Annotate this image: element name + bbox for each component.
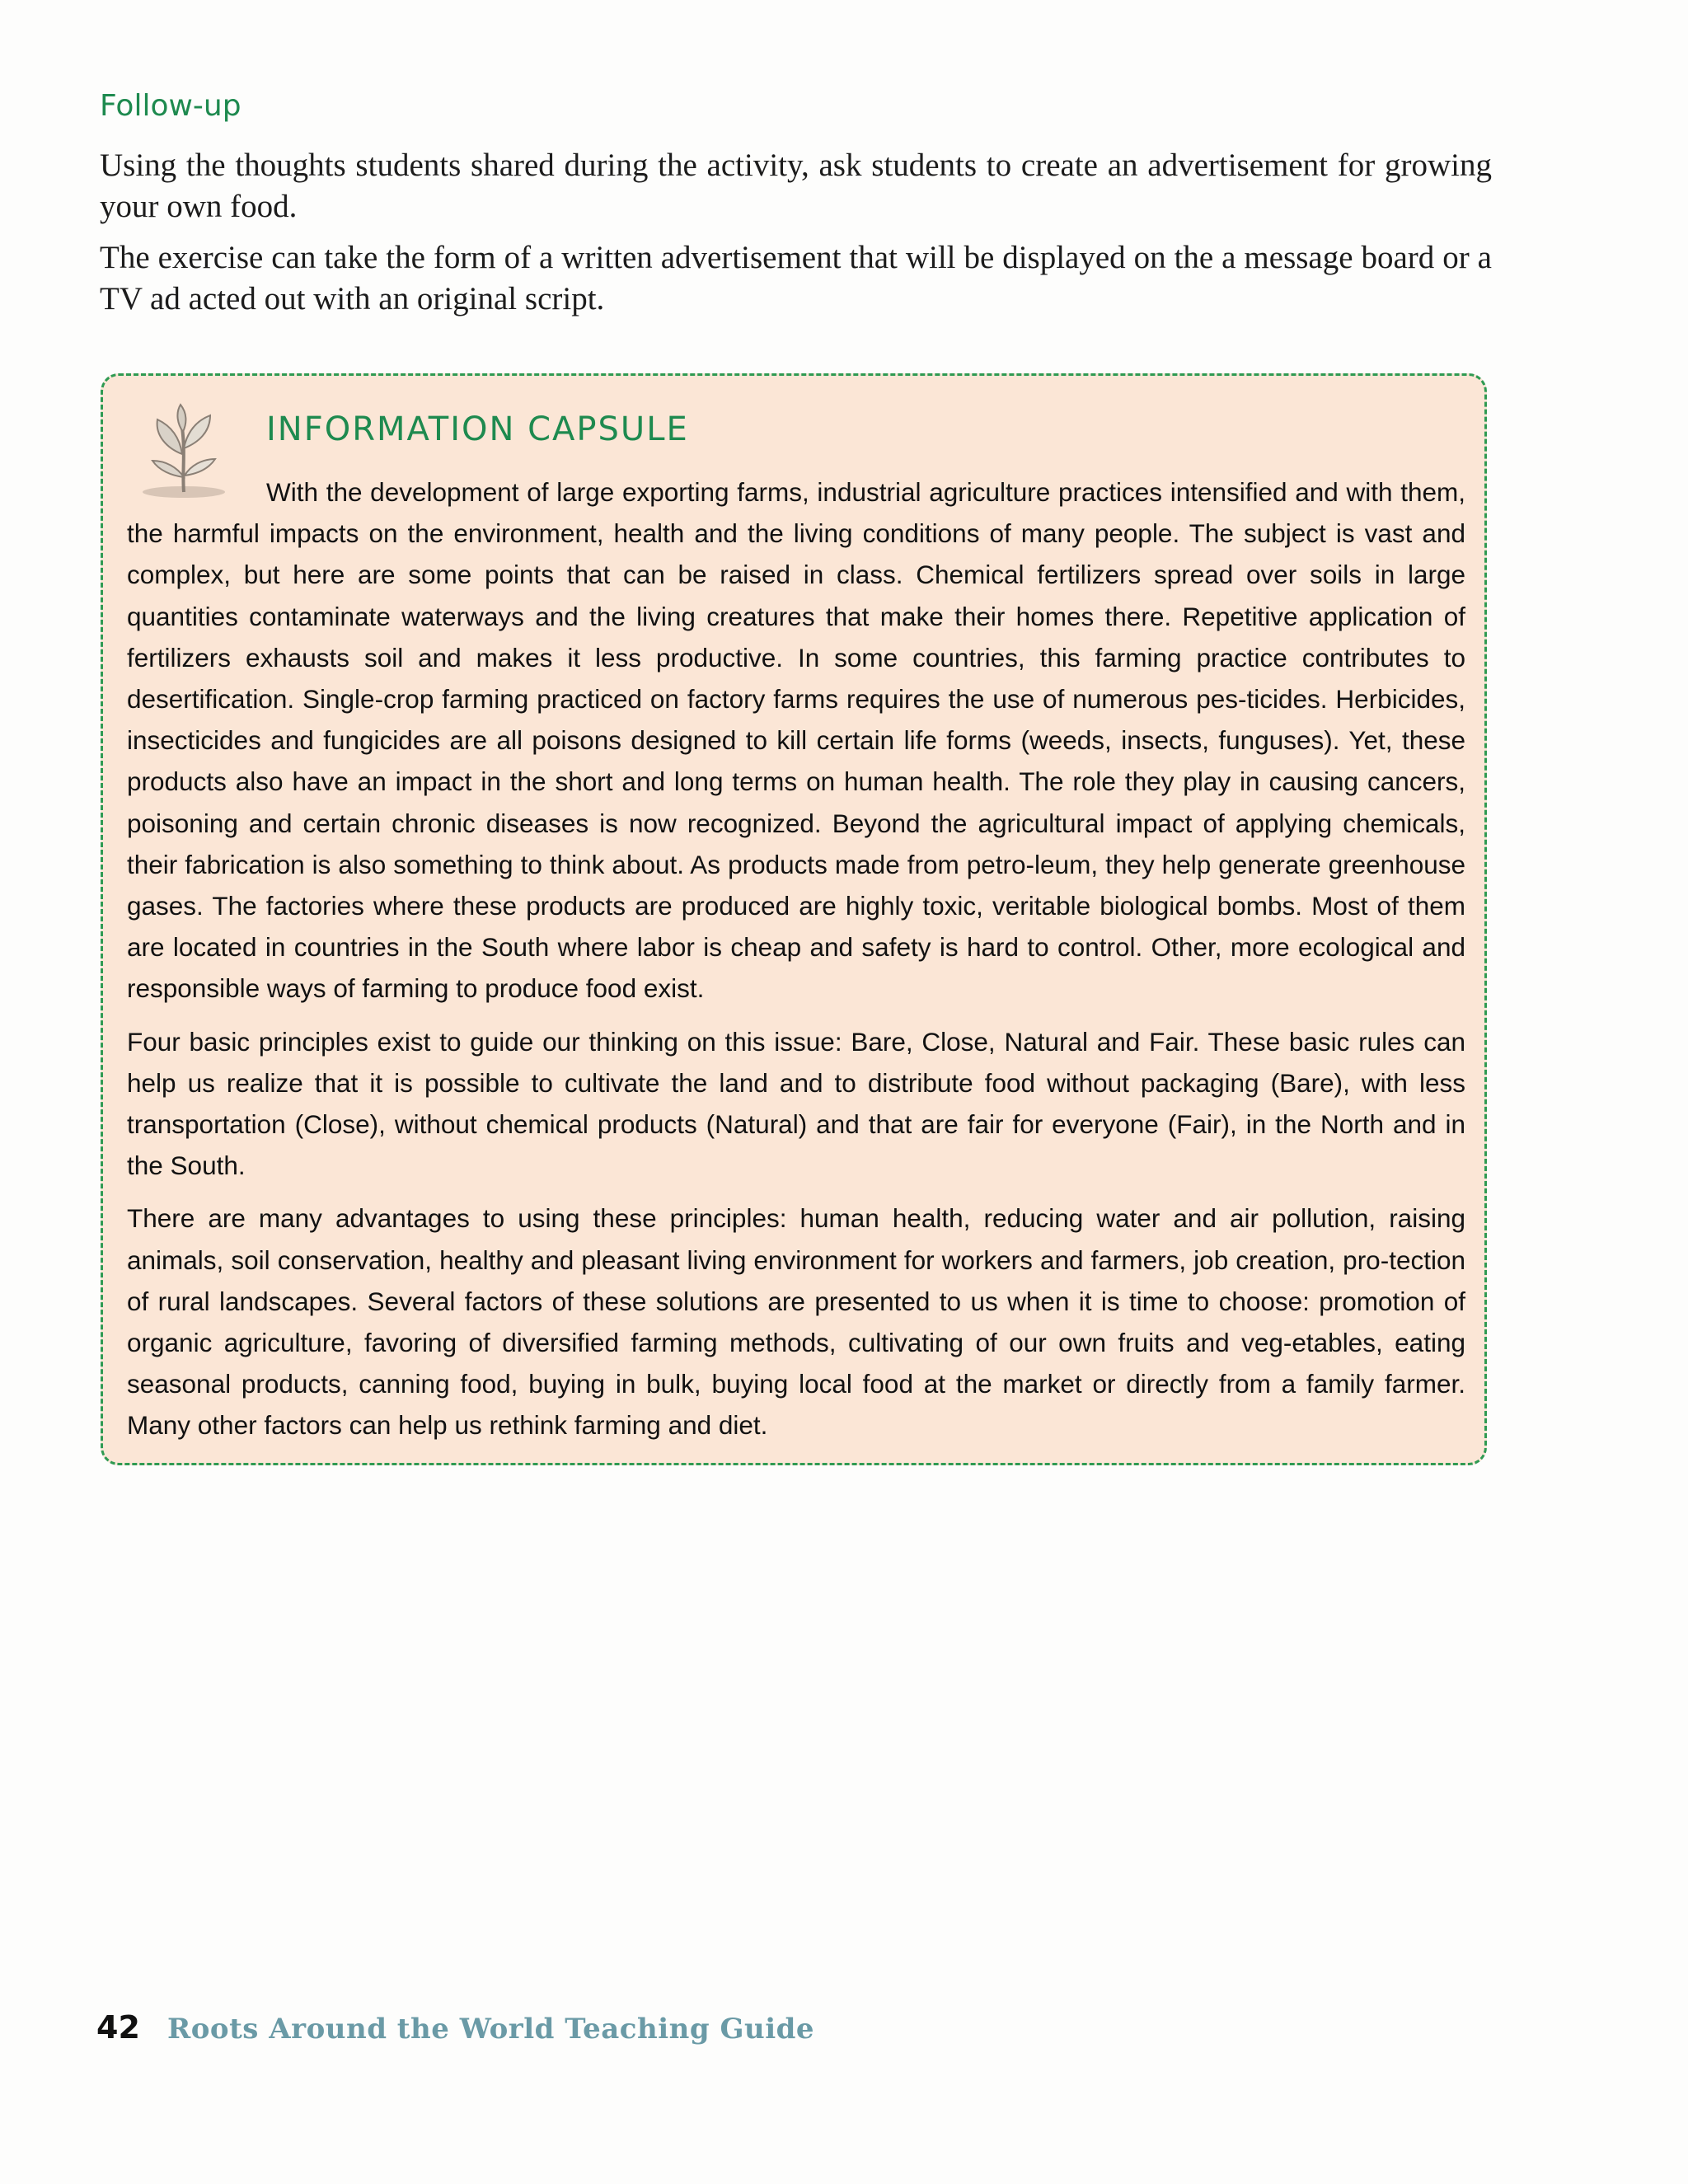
capsule-title: INFORMATION CAPSULE [266, 410, 689, 448]
followup-paragraph: The exercise can take the form of a written advertisement that will be displayed on the a message board or a TV ad acted out with an original script. [100, 240, 1492, 316]
capsule-text [127, 471, 1465, 1458]
information-capsule [101, 373, 1487, 1465]
capsule-paragraph: With the development of large exporting farms, industrial agriculture practices intensified and with them, the harmful impacts on the environment, health and the living conditions of many people. The subject is vast and complex, but here are some points that can be raised in class. Chemical fertilizers spread over soils in large quantities contaminate waterways and the living creatures that make their homes there. Repetitive application of fertilizers exhausts soil and makes it less productive. In some countries, this farming practice contributes to desertification. Single-crop farming practiced on factory farms requires the use of numerous pes-ticides. Herbicides, insecticides and fungicides are all poisons designed to kill certain life forms (weeds, insects, funguses). Yet, these products also have an impact in the short and long terms on human health. The role they play in causing cancers, poisoning and certain chronic diseases is now recognized. Beyond the agricultural impact of applying chemicals, their fabrication is also something to think about. As products made from petro-leum, they help generate greenhouse gases. The factories where these products are produced are highly toxic, veritable biological bombs. Most of them are located in countries in the South where labor is cheap and safety is hard to control. Other, more ecological and responsible ways of farming to produce food exist. [127, 477, 1465, 1004]
capsule-paragraph: Four basic principles exist to guide our thinking on this issue: Bare, Close, Natural and Fair. These basic rules can help us realize that it is possible to cultivate the land and to distribute food without packaging (Bare), with less transportation (Close), without chemical products (Natural) and that are fair for everyone (Fair), in the North and in the South. [127, 1026, 1465, 1181]
guide-title: Roots Around the World Teaching Guide [166, 2013, 815, 2046]
page-footer [96, 2009, 814, 2046]
followup-heading: Follow-up [100, 89, 241, 123]
followup-body [100, 145, 1492, 330]
capsule-paragraph: There are many advantages to using these principles: human health, reducing water and air pollution, raising animals, soil conservation, healthy and pleasant living environment for workers and farmers, job creation, pro-tection of rural landscapes. Several factors of these solutions are presented to us when it is time to choose: promotion of organic agriculture, favoring of diversified farming methods, cultivating of our own fruits and veg-etables, eating seasonal products, canning food, buying in bulk, buying local food at the market or directly from a family farmer. Many other factors can help us rethink farming and diet. [127, 1203, 1465, 1441]
followup-paragraph: Using the thoughts students shared during the activity, ask students to create an advertisement for growing your own food. [100, 148, 1492, 224]
page-number: 42 [96, 2009, 140, 2046]
